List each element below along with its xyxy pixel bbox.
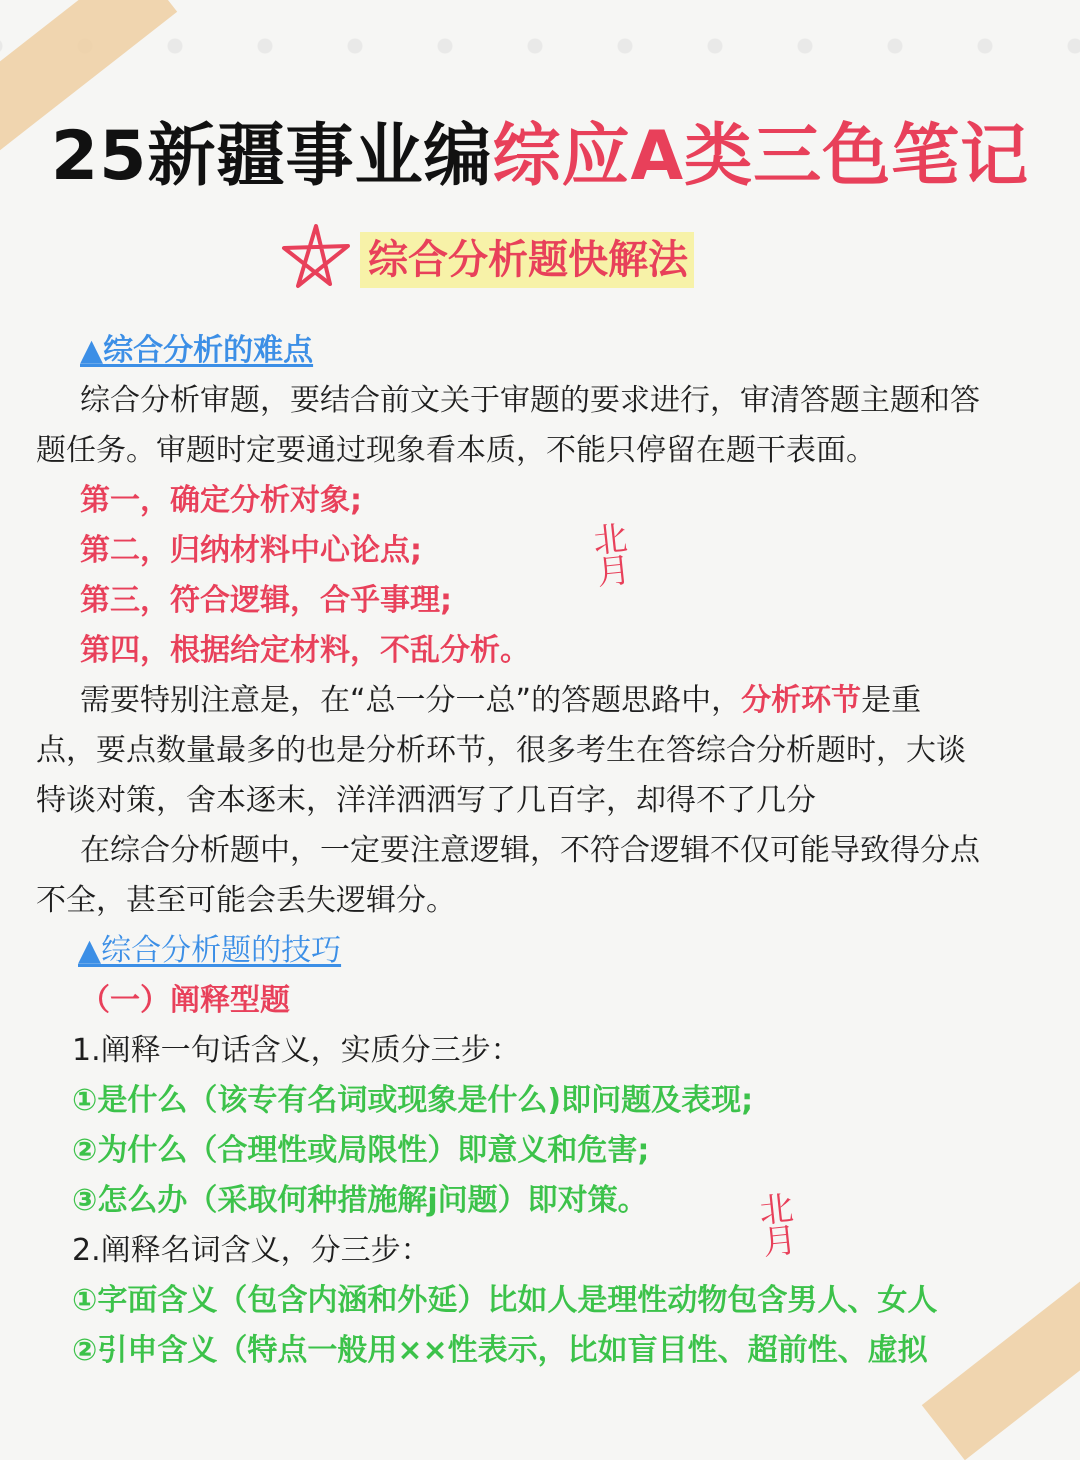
sub-heading: （一）阐释型题 <box>80 983 290 1018</box>
paragraph-line: 点，要点数量最多的也是分析环节，很多考生在答综合分析题时，大谈 <box>36 733 966 768</box>
key-point: 第一，确定分析对象; <box>80 483 362 518</box>
section-heading-techniques: ▲综合分析题的技巧 <box>78 933 342 968</box>
section-heading-difficulty: ▲综合分析的难点 <box>80 333 314 368</box>
handwritten-note-1 <box>589 518 635 594</box>
key-point: 第三，符合逻辑，合乎事理; <box>80 583 452 618</box>
step-item: ①是什么（该专有名词或现象是什么)即问题及表现; <box>72 1083 754 1118</box>
step-item: ②引申含义（特点一般用××性表示，比如盲目性、超前性、虚拟 <box>72 1333 928 1368</box>
note-char: 北 <box>757 1188 796 1232</box>
subtitle-text: 综合分析题快解法 <box>360 232 694 288</box>
note-char: 月 <box>760 1220 799 1264</box>
paragraph-line: 不全，甚至可能会丢失逻辑分。 <box>36 883 456 918</box>
handwritten-note-2 <box>755 1188 801 1264</box>
paragraph-line: 综合分析审题，要结合前文关于审题的要求进行，审清答题主题和答 <box>80 383 980 418</box>
paragraph-line: 特谈对策，舍本逐末，洋洋洒洒写了几百字，却得不了几分 <box>36 783 816 818</box>
text-segment: 需要特别注意是，在“总一分一总”的答题思路中， <box>80 683 742 718</box>
numbered-item: 1.阐释一句话含义，实质分三步： <box>72 1033 521 1068</box>
page-title <box>0 102 1080 199</box>
notes-content <box>36 326 1046 1376</box>
paragraph-line <box>36 676 1046 726</box>
text-segment: 是重 <box>861 683 922 718</box>
note-char: 月 <box>594 550 633 594</box>
step-item: ②为什么（合理性或局限性）即意义和危害; <box>72 1133 650 1168</box>
key-point: 第二，归纳材料中心论点; <box>80 533 422 568</box>
numbered-item: 2.阐释名词含义，分三步： <box>72 1233 431 1268</box>
star-icon <box>280 222 352 292</box>
title-black-part: 25新疆事业编 <box>50 117 493 196</box>
paragraph-line: 题任务。审题时定要通过现象看本质，不能只停留在题干表面。 <box>36 433 876 468</box>
title-red-part: 综应A类三色笔记 <box>492 117 1030 196</box>
step-item: ③怎么办（采取何种措施解j问题）即对策。 <box>72 1183 648 1218</box>
subtitle-block <box>280 222 740 292</box>
step-item: ①字面含义（包含内涵和外延）比如人是理性动物包含男人、女人 <box>72 1283 938 1318</box>
note-char: 北 <box>591 518 630 562</box>
highlight-text: 分析环节 <box>741 683 862 718</box>
key-point: 第四，根据给定材料，不乱分析。 <box>80 633 530 668</box>
paragraph-line: 在综合分析题中，一定要注意逻辑，不符合逻辑不仅可能导致得分点 <box>80 833 980 868</box>
